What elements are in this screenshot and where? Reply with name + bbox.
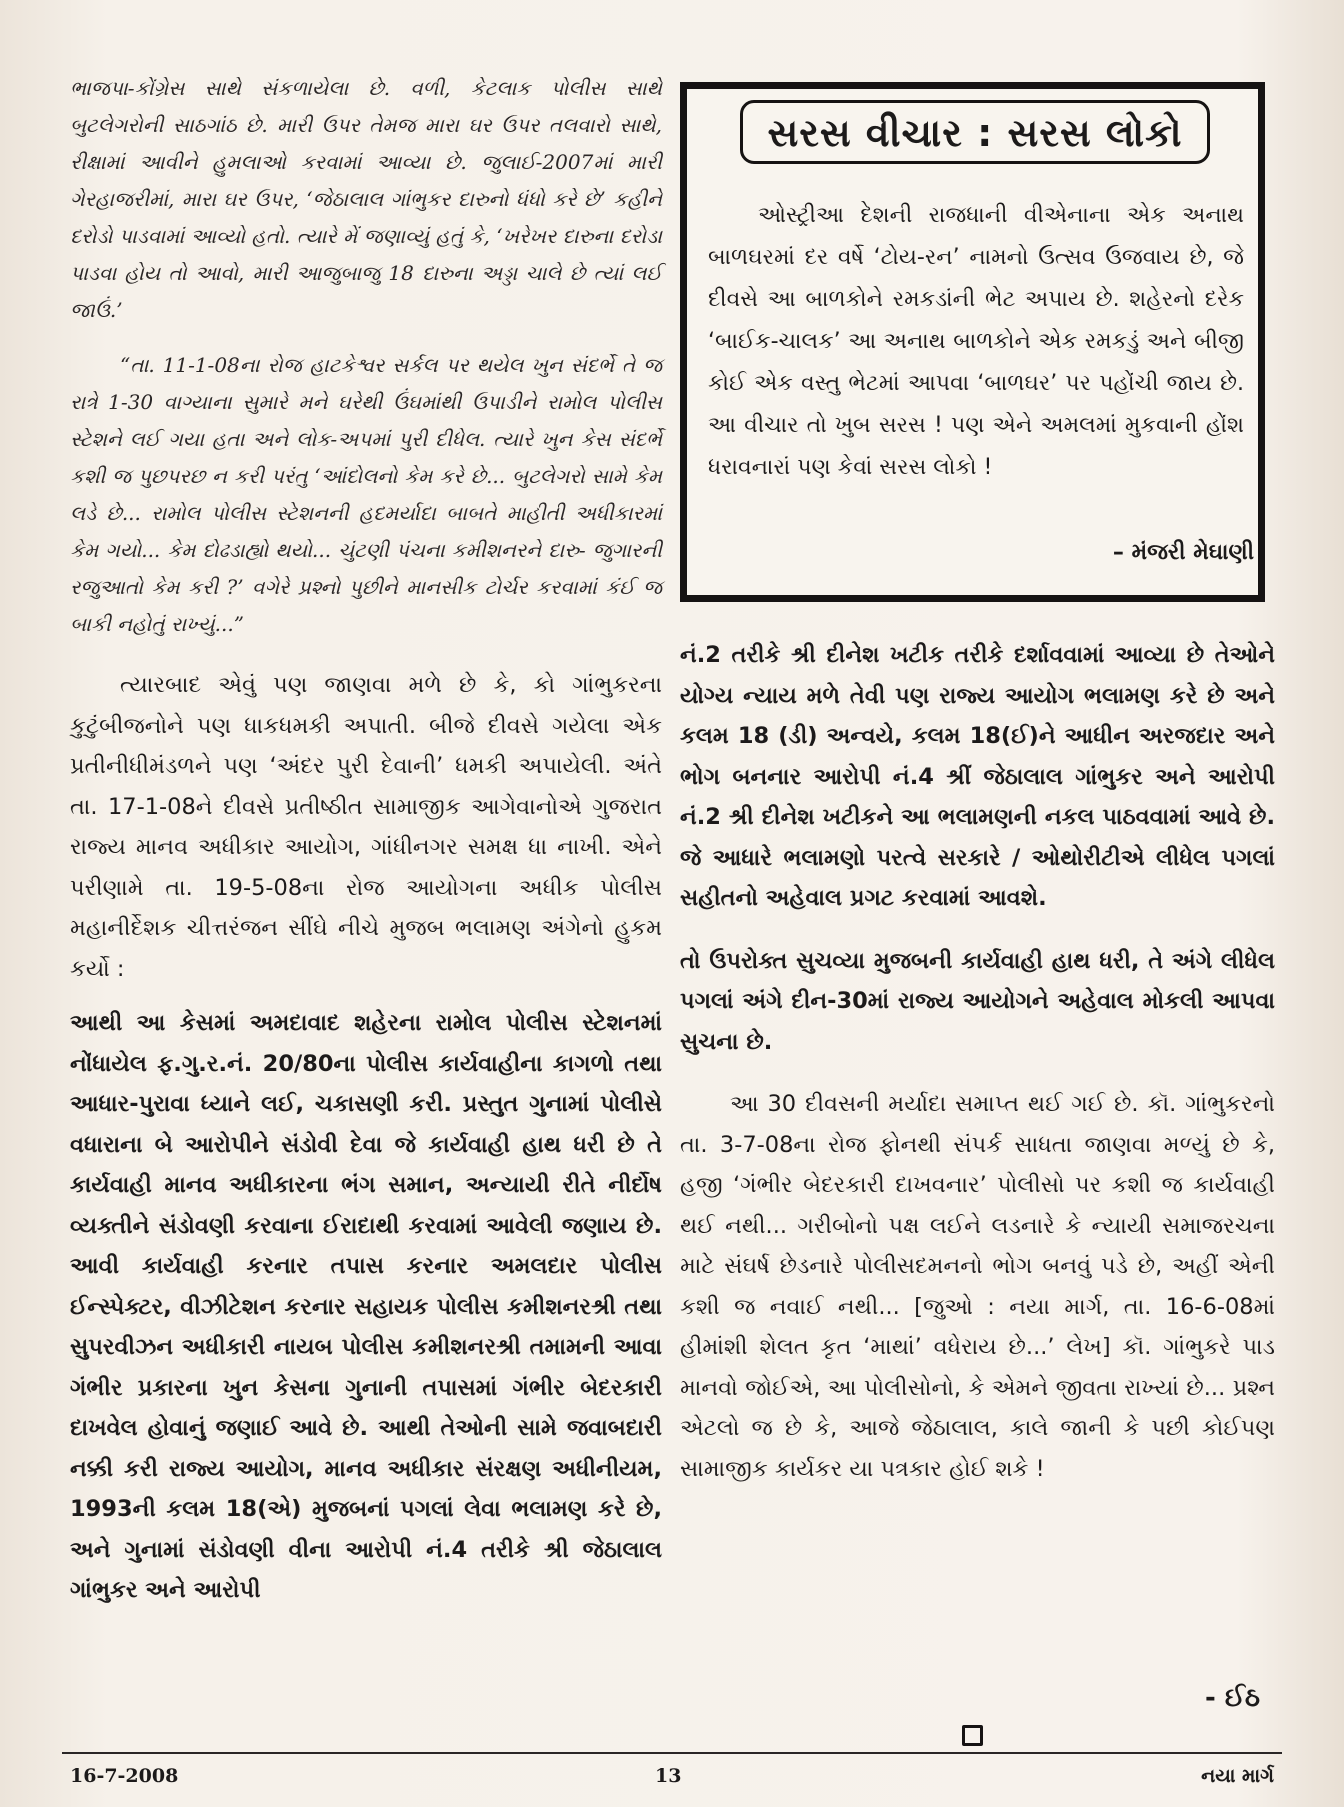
instruction-paragraph: તો ઉપરોક્ત સુચવ્યા મુજબની કાર્યવાહી હાથ ધરી, તે અંગે લીધેલ પગલાં અંગે દીન-30માં રાજ્ય આયોગને અહેવાલ મોકલી આપવા સુચના છે. (680, 947, 1275, 1055)
footer-rule (62, 1752, 1282, 1754)
signature: - ઈઠ (1205, 1683, 1261, 1713)
recommendation-continued: નં.2 તરીકે શ્રી દીનેશ ખટીક તરીકે દર્શાવવામાં આવ્યા છે તેઓને યોગ્ય ન્યાય મળે તેવી પણ રાજ્ય આયોગ ભલામણ કરે છે અને કલમ 18 (ડી) અન્વયે, કલમ 18(ઈ)ને આધીન અરજદાર અને ભોગ બનનાર આરોપી નં.4 શ્રીં જેઠાલાલ ગાંભુકર અને આરોપી નં.2 શ્રી દીનેશ ખટીકને આ ભલામણની નકલ પાઠવવામાં આવે છે. જે આધારે ભલામણો પરત્વે સરકારે / ઓથોરીટીએ લીધેલ પગલાં સહીતનો અહેવાલ પ્રગટ કરવામાં આવશે. (680, 642, 1275, 911)
footer-date: 16-7-2008 (70, 1765, 179, 1787)
left-column (70, 70, 662, 1611)
box-title: સરસ વીચાર : સરસ લોકો (740, 100, 1210, 164)
right-column (680, 635, 1275, 1489)
body-paragraph-1: ત્યારબાદ એવું પણ જાણવા મળે છે કે, કો ગાંભુકરના કુટુંબીજનોને પણ ધાકધમકી અપાતી. બીજે દીવસે ગયેલા એક પ્રતીનીધીમંડળને પણ ‘અંદર પુરી દેવાની’ ધમકી અપાયેલી. અંતે તા. 17-1-08ને દીવસે પ્રતીષ્ઠીત સામાજીક આગેવાનોએ ગુજરાત રાજ્ય માનવ અધીકાર આયોગ, ગાંધીનગર સમક્ષ ધા નાખી. એને પરીણામે તા. 19-5-08ના રોજ આયોગના અધીક પોલીસ મહાનીર્દેશક ચીત્તરંજન સીંઘે નીચે મુજબ ભલામણ અંગેનો હુકમ કર્યો : (70, 672, 662, 982)
recommendation-paragraph: આથી આ કેસમાં અમદાવાદ શહેરના રામોલ પોલીસ સ્ટેશનમાં નોંધાયેલ ફ.ગુ.ર.નં. 20/80ના પોલીસ કાર્યવાહીના કાગળો તથા આધાર-પુરાવા ધ્યાને લઈ, ચકાસણી કરી. પ્રસ્તુત ગુનામાં પોલીસે વધારાના બે આરોપીને સંડોવી દેવા જે કાર્યવાહી હાથ ધરી છે તે કાર્યવાહી માનવ અધીકારના ભંગ સમાન, અન્યાયી રીતે નીર્દોષ વ્યક્તીને સંડોવણી કરવાના ઈરાદાથી કરવામાં આવેલી જણાય છે. આવી કાર્યવાહી કરનાર તપાસ કરનાર અમલદાર પોલીસ ઈન્સ્પેક્ટર, વીઝીટેશન કરનાર સહાયક પોલીસ કમીશનરશ્રી તથા સુપરવીઝન અધીકારી નાયબ પોલીસ કમીશનરશ્રી તમામની આવા ગંભીર પ્રકારના ખુન કેસના ગુનાની તપાસમાં ગંભીર બેદરકારી દાખવેલ હોવાનું જણાઈ આવે છે. આથી તેઓની સામે જવાબદારી નક્કી કરી રાજ્ય આયોગ, માનવ અધીકાર સંરક્ષણ અધીનીયમ, 1993ની કલમ 18(એ) મુજબનાં પગલાં લેવા ભલામણ કરે છે, અને ગુનામાં સંડોવણી વીના આરોપી નં.4 તરીકે શ્રી જેઠાલાલ ગાંભુકર અને આરોપી (70, 1010, 662, 1603)
body-paragraph-2: આ 30 દીવસની મર્યાદા સમાપ્ત થઈ ગઈ છે. કૉ. ગાંભુકરનો તા. 3-7-08ના રોજ ફોનથી સંપર્ક સાધતા જાણવા મળ્યું છે કે, હજી ‘ગંભીર બેદરકારી દાખવનાર’ પોલીસો પર કશી જ કાર્યવાહી થઈ નથી... ગરીબોનો પક્ષ લઈને લડનારે કે ન્યાયી સમાજરચના માટે સંઘર્ષ છેડનારે પોલીસદમનનો ભોગ બનવું પડે છે, અહીં એની કશી જ નવાઈ નથી... [જુઓ : નયા માર્ગ, તા. 16-6-08માં હીમાંશી શેલત કૃત ‘માથાં’ વધેરાય છે...’ લેખ] કૉ. ગાંભુકરે પાડ માનવો જોઈએ, આ પોલીસોનો, કે એમને જીવતા રાખ્યાં છે... પ્રશ્ન એટલો જ છે કે, આજે જેઠાલાલ, કાલે જાની કે પછી કોઈપણ સામાજીક કાર્યકર યા પત્રકાર હોઈ શકે ! (680, 1091, 1275, 1482)
box-text: ઓસ્ટ્રીઆ દેશની રાજધાની વીએનાના એક અનાથ બાળઘરમાં દર વર્ષે ‘ટોય-રન’ નામનો ઉત્સવ ઉજવાય છે, જે દીવસે આ બાળકોને રમકડાંની ભેટ અપાય છે. શહેરનો દરેક ‘બાઈક-ચાલક’ આ અનાથ બાળકોને એક રમકડું અને બીજી કોઈ એક વસ્તુ ભેટમાં આપવા ‘બાળઘર’ પર પહોંચી જાય છે. આ વીચાર તો ખુબ સરસ ! પણ એને અમલમાં મુકવાની હોંશ ધરાવનારાં પણ કેવાં સરસ લોકો ! (708, 203, 1244, 480)
end-mark-icon (962, 1725, 983, 1746)
intro-paragraph: ભાજપા-કોંગ્રેસ સાથે સંકળાયેલા છે. વળી, કેટલાક પોલીસ સાથે બુટલેગરોની સાઠગાંઠ છે. મારી ઉપર તેમજ મારા ઘર ઉપર તલવારો સાથે, રીક્ષામાં આવીને હુમલાઓ કરવામાં આવ્યા છે. જુલાઈ-2007માં મારી ગેરહાજરીમાં, મારા ઘર ઉપર, ‘જેઠાલાલ ગાંભુકર દારુનો ધંધો કરે છે’ કહીને દરોડો પાડવામાં આવ્યો હતો. ત્યારે મેં જણાવ્યું હતું કે, ‘ખરેખર દારુના દરોડા પાડવા હોય તો આવો, મારી આજુબાજુ 18 દારુના અડ્ડા ચાલે છે ત્યાં લઈ જાઉં.’ (70, 76, 662, 322)
magazine-name: નયા માર્ગ (1201, 1765, 1274, 1787)
quote-paragraph: “તા. 11-1-08ના રોજ હાટકેશ્વર સર્કલ પર થયેલ ખુન સંદર્ભે તે જ રાત્રે 1-30 વાગ્યાના સુમારે મને ઘરેથી ઉંઘમાંથી ઉપાડીને રામોલ પોલીસ સ્ટેશને લઈ ગયા હતા અને લોક-અપમાં પુરી દીધેલ. ત્યારે ખુન કેસ સંદર્ભે કશી જ પુછપરછ ન કરી પરંતુ ‘આંદોલનો કેમ કરે છે... બુટલેગરો સામે કેમ લડે છે... રામોલ પોલીસ સ્ટેશનની હદમર્યાદા બાબતે માહીતી અધીકારમાં કેમ ગયો... કેમ દોઢડાહ્યો થયો... ચુંટણી પંચના કમીશનરને દારુ- જુગારની રજુઆતો કેમ કરી ?’ વગેરે પ્રશ્નો પુછીને માનસીક ટોર્ચર કરવામાં કંઈ જ બાકી નહોતું રાખ્યું...” (70, 353, 662, 636)
box-author: – મંજરી મેઘાણી (1112, 540, 1254, 565)
page-number: 13 (655, 1765, 682, 1787)
